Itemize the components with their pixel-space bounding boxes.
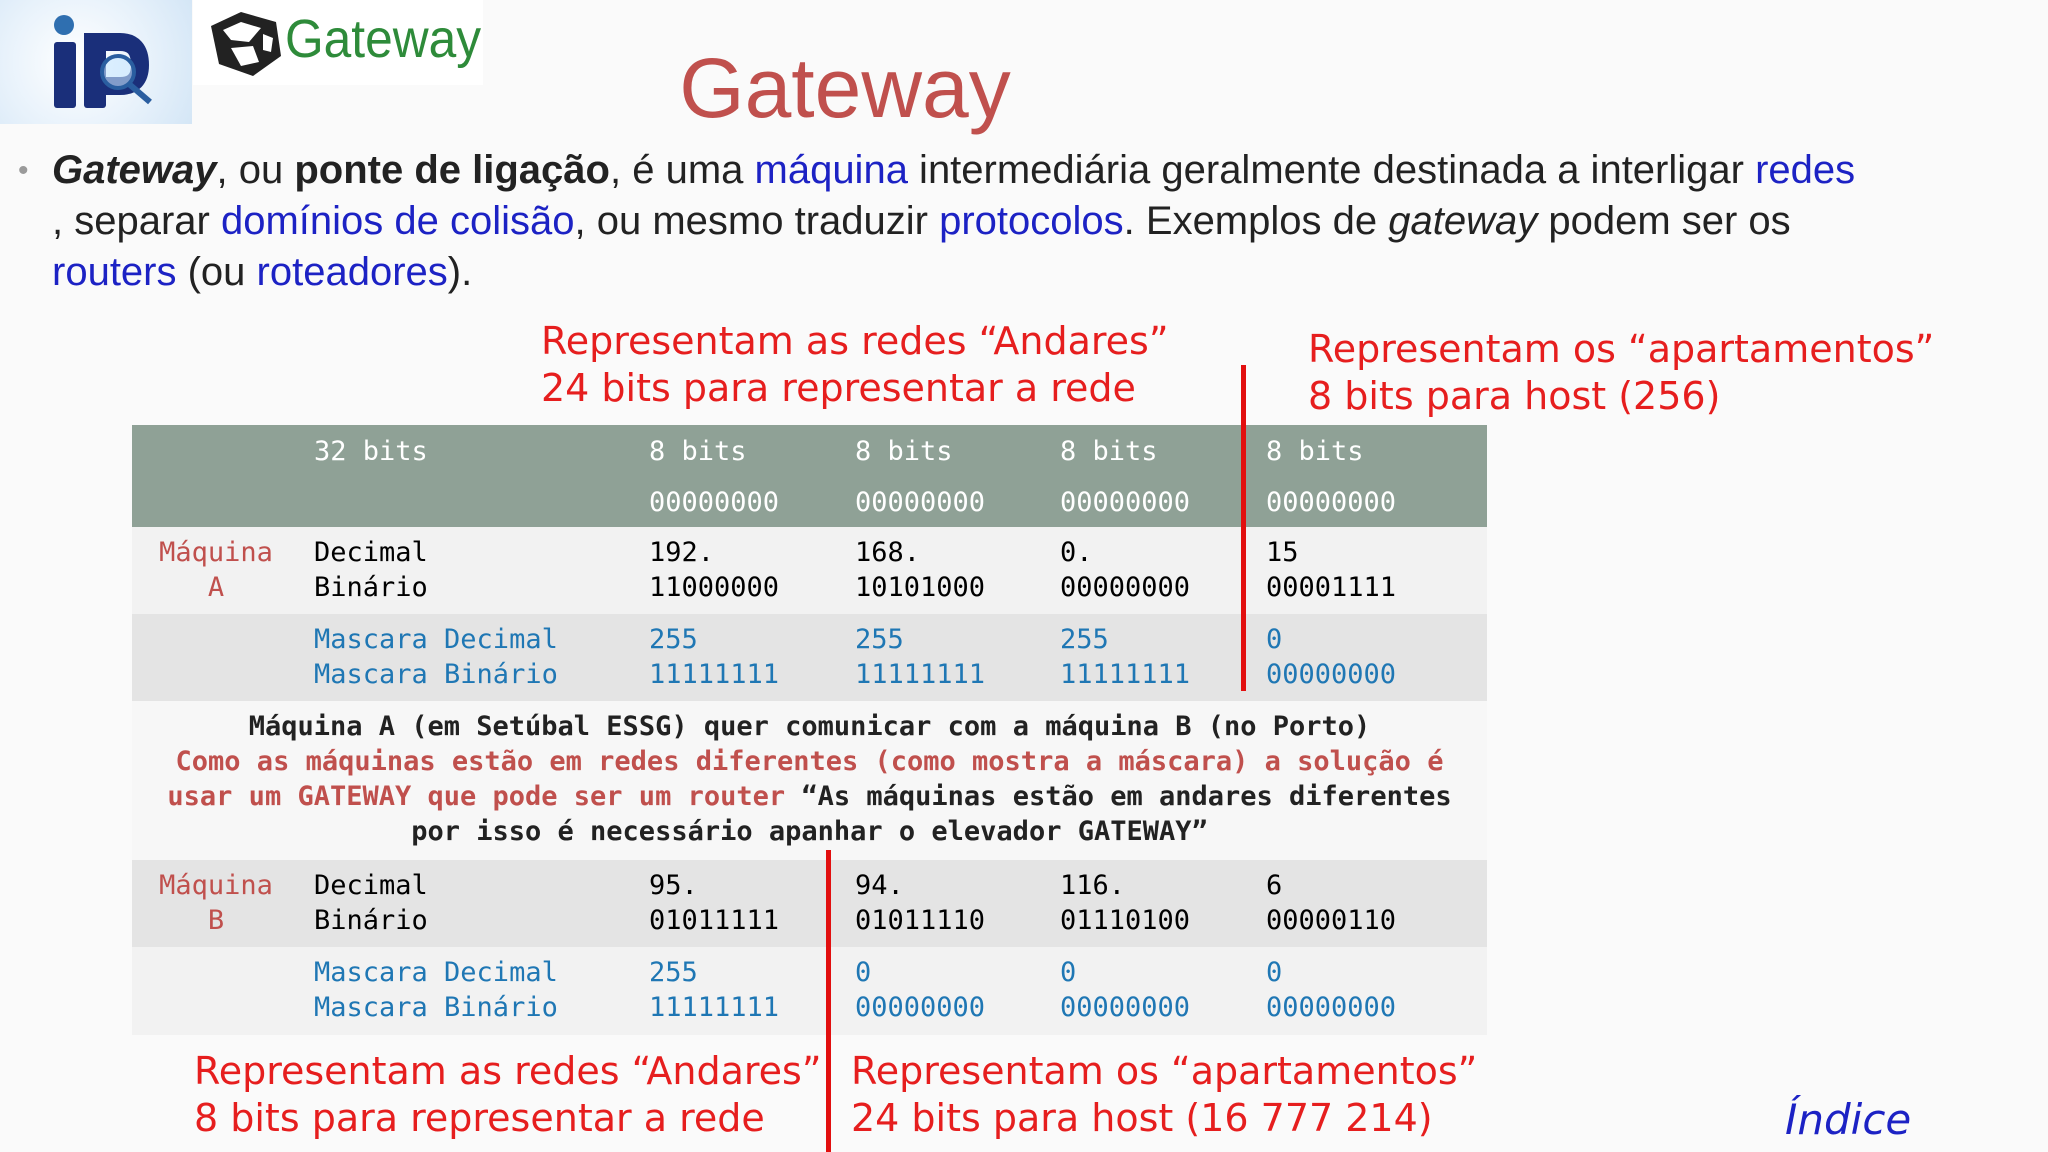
table-header: [132, 425, 1487, 527]
text-span: , separar: [52, 199, 221, 243]
text-span: ).: [447, 250, 473, 294]
note-host-24bits: [851, 1048, 1477, 1142]
table-row-machine-b: [132, 860, 1487, 947]
table-cell: 00000000: [855, 992, 986, 1023]
table-cell: 0: [1266, 624, 1283, 655]
note-host-8bits: [1308, 326, 1934, 420]
table-cell: 01011111: [649, 905, 780, 936]
message-line: [132, 781, 1487, 812]
table-cell: 01011110: [855, 905, 986, 936]
table-cell: 00000110: [1266, 905, 1397, 936]
text-span: intermediária geralmente destinada a interligar: [907, 148, 1756, 192]
link-maquina[interactable]: máquina: [754, 148, 908, 192]
row-type-mask-binary: Mascara Binário: [314, 659, 558, 690]
text-span: , é uma: [609, 148, 755, 192]
message-line: Como as máquinas estão em redes diferentes (como mostra a máscara) a solução é: [175, 746, 1444, 777]
table-message: [132, 701, 1487, 860]
link-protocolos[interactable]: protocolos: [939, 199, 1124, 243]
indice-link[interactable]: Índice: [1785, 1095, 1912, 1144]
text-span: . Exemplos de: [1123, 199, 1389, 243]
table-cell: 168.: [855, 537, 921, 568]
table-cell: 01110100: [1060, 905, 1191, 936]
row-type-mask-decimal: Mascara Decimal: [314, 957, 558, 988]
note-line: 24 bits para representar a rede: [541, 366, 1136, 410]
term-ponte: ponte de ligação: [294, 148, 610, 192]
row-type-binary: Binário: [314, 905, 428, 936]
header-total-bits: 32 bits: [314, 436, 428, 467]
table-cell: 00000000: [1060, 572, 1191, 603]
header-pattern: 00000000: [649, 487, 780, 518]
gateway-logo-text: Gateway: [285, 9, 482, 69]
row-type-decimal: Decimal: [314, 870, 428, 901]
globe-icon: [54, 15, 74, 35]
table-cell: 0: [855, 957, 872, 988]
text-span: , ou mesmo traduzir: [574, 199, 940, 243]
table-cell: 11111111: [649, 659, 780, 690]
table-cell: 10101000: [855, 572, 986, 603]
table-cell: 0: [1266, 957, 1283, 988]
row-type-mask-binary: Mascara Binário: [314, 992, 558, 1023]
table-cell: 95.: [649, 870, 698, 901]
note-line: 24 bits para host (16 777 214): [851, 1096, 1433, 1140]
machine-a-label: Máquina: [159, 537, 273, 568]
row-type-decimal: Decimal: [314, 537, 428, 568]
table-cell: 116.: [1060, 870, 1126, 901]
header-pattern: 00000000: [855, 487, 986, 518]
table-cell: 0.: [1060, 537, 1093, 568]
table-cell: 15: [1266, 537, 1299, 568]
machine-b-label: Máquina: [159, 870, 273, 901]
text-span: (ou: [176, 250, 257, 294]
note-line: Representam as redes “Andares”: [194, 1049, 822, 1093]
note-line: Representam as redes “Andares”: [541, 319, 1169, 363]
term-gateway: Gateway: [52, 148, 217, 192]
header-octet: 8 bits: [1060, 436, 1158, 467]
link-routers[interactable]: routers: [52, 250, 177, 294]
message-fragment: usar um GATEWAY que pode ser um router: [167, 781, 802, 812]
machine-a-letter: A: [207, 572, 225, 603]
table-cell: 11111111: [649, 992, 780, 1023]
text-span: podem ser os: [1537, 199, 1791, 243]
network-host-divider-bottom: [826, 850, 831, 1152]
ip-bits-table: [132, 425, 1487, 1035]
table-cell: 00001111: [1266, 572, 1397, 603]
note-network-8bits: [194, 1048, 822, 1142]
header-pattern: 00000000: [1266, 487, 1397, 518]
table-cell: 11111111: [855, 659, 986, 690]
header-octet: 8 bits: [855, 436, 953, 467]
table-cell: 192.: [649, 537, 715, 568]
table-cell: 255: [649, 624, 698, 655]
row-type-mask-decimal: Mascara Decimal: [314, 624, 558, 655]
table-cell: 255: [1060, 624, 1109, 655]
message-line: por isso é necessário apanhar o elevador GATEWAY”: [411, 816, 1208, 847]
message-fragment: “As máquinas estão em andares diferentes: [801, 781, 1452, 812]
note-line: 8 bits para host (256): [1308, 374, 1721, 418]
table-cell: 94.: [855, 870, 904, 901]
link-roteadores[interactable]: roteadores: [256, 250, 448, 294]
table-cell: 0: [1060, 957, 1077, 988]
note-network-24bits: [541, 318, 1169, 412]
header-octet: 8 bits: [649, 436, 747, 467]
slide-title: Gateway: [679, 41, 1011, 135]
term-gateway-italic: gateway: [1388, 199, 1538, 243]
intro-paragraph: [18, 145, 1988, 298]
network-host-divider-top: [1241, 365, 1246, 691]
row-type-binary: Binário: [314, 572, 428, 603]
machine-b-letter: B: [207, 905, 225, 936]
table-row-machine-a-mask: [132, 614, 1487, 701]
link-redes[interactable]: redes: [1755, 148, 1856, 192]
table-cell: 11000000: [649, 572, 780, 603]
bullet-icon: •: [18, 154, 29, 187]
text-span: , ou: [216, 148, 295, 192]
header-pattern: 00000000: [1060, 487, 1191, 518]
table-cell: 255: [649, 957, 698, 988]
table-cell: 00000000: [1266, 659, 1397, 690]
link-dominios-colisao[interactable]: domínios de colisão: [220, 199, 575, 243]
table-cell: 00000000: [1060, 992, 1191, 1023]
table-row-machine-b-mask: [132, 947, 1487, 1035]
table-cell: 6: [1266, 870, 1283, 901]
message-line: Máquina A (em Setúbal ESSG) quer comunicar com a máquina B (no Porto): [248, 711, 1371, 742]
table-cell: 00000000: [1266, 992, 1397, 1023]
note-line: Representam os “apartamentos”: [851, 1049, 1478, 1093]
header-octet: 8 bits: [1266, 436, 1364, 467]
note-line: Representam os “apartamentos”: [1308, 327, 1935, 371]
note-line: 8 bits para representar a rede: [194, 1096, 765, 1140]
table-cell: 11111111: [1060, 659, 1191, 690]
table-row-machine-a: [132, 527, 1487, 614]
table-cell: 255: [855, 624, 904, 655]
